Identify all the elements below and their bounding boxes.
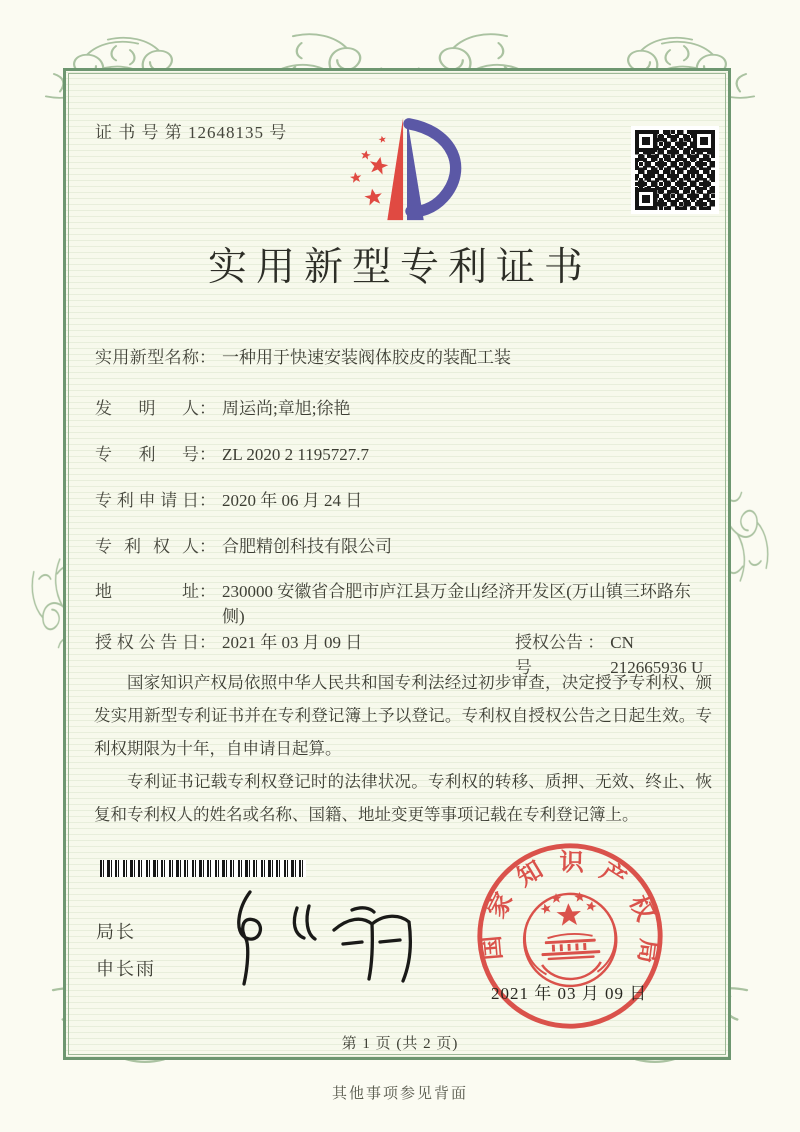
qr-finder-top-left <box>635 130 657 152</box>
field-label: 专利号 <box>95 445 199 464</box>
cnipa-round-seal-icon <box>467 833 673 1039</box>
legal-paragraph-2: 专利证书记载专利权登记时的法律状况。专利权的转移、质押、无效、终止、恢复和专利权人的姓名或名称、国籍、地址变更等事项记载在专利登记簿上。 <box>94 772 712 824</box>
handwritten-signature-icon <box>212 882 427 992</box>
cnipa-logo-icon <box>332 110 482 226</box>
field-colon: ： <box>199 537 216 556</box>
grant-date-value: 2021 年 03 月 09 日 <box>222 633 363 652</box>
grant-number-label: 授权公告号 <box>515 633 583 677</box>
national-emblem-icon <box>522 890 619 988</box>
field-colon: ： <box>199 633 216 652</box>
field-value: 一种用于快速安装阀体胶皮的装配工装 <box>222 348 511 367</box>
field-label: 实用新型名称 <box>95 348 199 367</box>
field-colon: ： <box>199 445 216 464</box>
grant-number-value: CN 212665936 U <box>610 633 704 677</box>
back-side-note: 其他事项参见背面 <box>331 1086 468 1102</box>
field-value: 周运尚;章旭;徐艳 <box>222 399 351 418</box>
commissioner-title: 局长 <box>96 922 136 942</box>
qr-finder-bottom-left <box>635 188 657 210</box>
field-value: ZL 2020 2 1195727.7 <box>222 445 370 464</box>
field-value: 2020 年 06 月 24 日 <box>222 491 363 510</box>
field-colon: ： <box>199 399 216 418</box>
field-label: 发明人 <box>95 399 199 418</box>
legal-paragraph-1: 国家知识产权局依照中华人民共和国专利法经过初步审查，决定授予专利权、颁发实用新型专利证书并在专利登记簿上予以登记。专利权自授权公告之日起生效。专利权期限为十年，自申请日起算。 <box>94 673 712 758</box>
certificate-title: 实用新型专利证书 <box>207 246 592 289</box>
field-row-name <box>95 345 713 370</box>
field-row-address <box>95 579 713 629</box>
field-row-patent-number <box>95 442 713 467</box>
legal-text <box>94 666 712 831</box>
field-label: 专利权人 <box>95 537 199 556</box>
seal-date: 2021 年 03 月 09 日 <box>491 984 648 1003</box>
field-value: 230000 安徽省合肥市庐江县万金山经济开发区(万山镇三环路东侧) <box>222 582 691 626</box>
field-label: 授权公告日 <box>95 633 199 652</box>
field-label: 专利申请日 <box>95 491 199 510</box>
qr-finder-top-right <box>693 130 715 152</box>
field-colon: ： <box>199 348 216 367</box>
seal-text: 国家知识产权局 <box>477 849 663 965</box>
field-label: 地址 <box>95 582 199 601</box>
field-row-inventors <box>95 396 713 421</box>
field-row-grant <box>95 630 713 677</box>
commissioner-name: 申长雨 <box>96 959 156 979</box>
qr-code-icon <box>631 126 719 214</box>
field-row-patentee <box>95 534 713 559</box>
field-colon: ： <box>587 633 605 652</box>
field-colon: ： <box>199 582 216 601</box>
field-colon: ： <box>199 491 216 510</box>
field-row-filing-date <box>95 488 713 513</box>
barcode-icon <box>100 860 306 877</box>
certificate-number: 证 书 号 第 12648135 号 <box>95 123 288 142</box>
field-value: 合肥精创科技有限公司 <box>222 537 392 556</box>
page-number: 第 1 页 (共 2 页) <box>341 1036 459 1052</box>
